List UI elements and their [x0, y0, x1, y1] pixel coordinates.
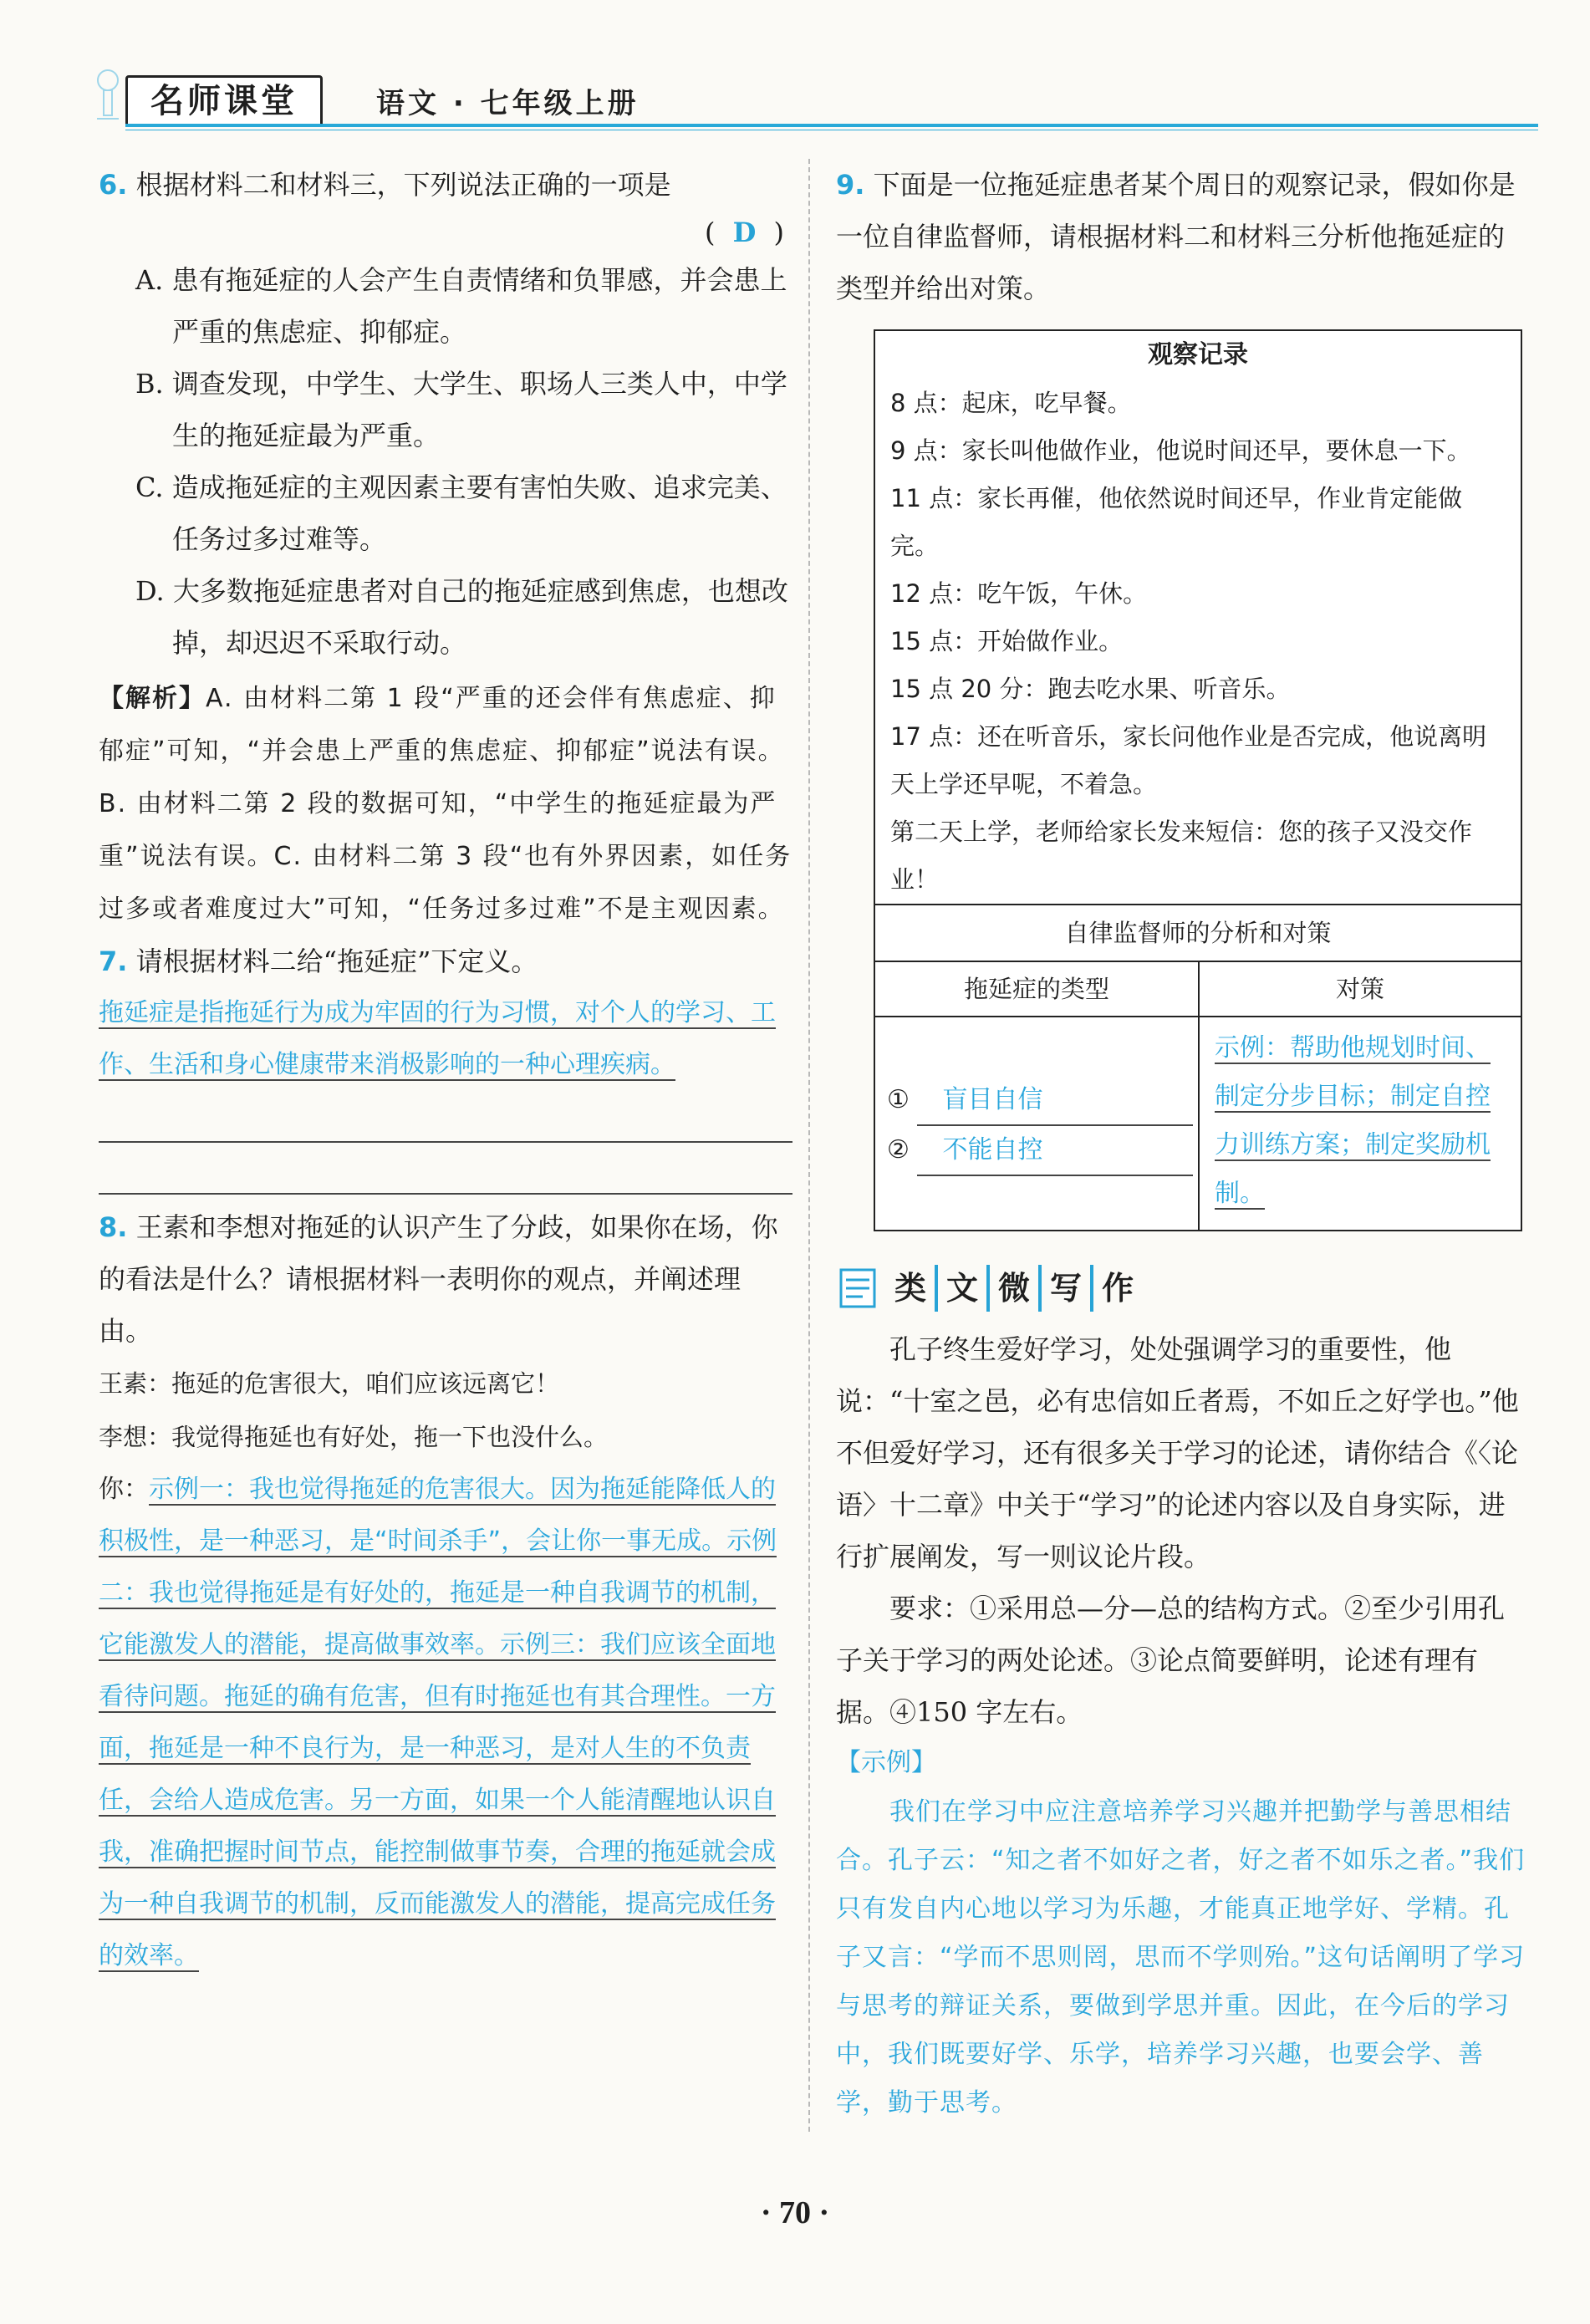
- answer-rule: [99, 1091, 792, 1143]
- record-row: 15 点 20 分：跑去吃水果、听音乐。: [890, 675, 1291, 703]
- option-b: B. 调查发现，中学生、大学生、职场人三类人中，中学生的拖延症最为严重。: [135, 368, 787, 451]
- heading-char: 写: [1038, 1265, 1090, 1312]
- statement-li: 李想：我觉得拖延也有好处，拖一下也没什么。: [99, 1423, 609, 1451]
- writing-requirements: 要求：①采用总—分—总的结构方式。②至少引用孔子关于学习的两处论述。③论点简要鲜明，论述有理有据。④150 字左右。: [836, 1593, 1506, 1728]
- example-text: 我们在学习中应注意培养学习兴趣并把勤学与善思相结合。孔子云：“知之者不如好之者，好之者不如乐之者。”我们只有发自内心地以学习为乐趣，才能真正地学好、学精。孔子又言：“学而不思则罔，思而不学则殆。”这句话阐明了学习与思考的辩证关系，要做到学思并重。因此，在今后的学习中，我们既要好学、乐学，培养学习兴趣，也要会学、善学，勤于思考。: [836, 1797, 1526, 2118]
- col-strategy-header: 对策: [1335, 975, 1384, 1003]
- record-row: 12 点：吃午饭，午休。: [890, 579, 1148, 608]
- type-answer: 盲目自信: [917, 1076, 1193, 1126]
- answer-text: 拖延症是指拖延行为成为牢固的行为习惯，对个人的学习、工作、生活和身心健康带来消极影响的一种心理疾病。: [99, 998, 776, 1079]
- question-text: 根据材料二和材料三，下列说法正确的一项是: [135, 169, 671, 201]
- record-row: 15 点：开始做作业。: [890, 627, 1124, 655]
- you-label: 你：: [99, 1475, 149, 1504]
- option-d: D. 大多数拖延症患者对自己的拖延症感到焦虑，也想改掉，却迟迟不采取行动。: [135, 575, 788, 659]
- record-row: 第二天上学，老师给家长发来短信：您的孩子又没交作业！: [890, 818, 1473, 894]
- writing-section-icon: [836, 1266, 879, 1310]
- col-type-header: 拖延症的类型: [875, 962, 1200, 1016]
- question-8: [99, 1201, 792, 1357]
- answer-text: 示例一：我也觉得拖延的危害很大。因为拖延能降低人的积极性，是一种恶习，是“时间杀手”，会让你一事无成。示例二：我也觉得拖延是有好处的，拖延是一种自我调节的机制，它能激发人的潜能，提高做事效率。示例三：我们应该全面地看待问题。拖延的确有危害，但有时拖延也有其合理性。一方面，拖延是一种不良行为，是一种恶习，是对人生的不负责任，会给人造成危害。另一方面，如果一个人能清醒地认识自我，准确把握时间节点，能控制做事节奏，合理的拖延就会成为一种自我调节的机制，反而能激发人的潜能，提高完成任务的效率。: [99, 1475, 777, 1970]
- record-row: 9 点：家长叫他做作业，他说时间还早，要休息一下。: [890, 436, 1471, 465]
- right-column: [836, 159, 1530, 2128]
- section-heading: [886, 1265, 1142, 1312]
- writing-prompt: 孔子终生爱好学习，处处强调学习的重要性，他说：“十室之邑，必有忠信如丘者焉，不如丘之好学也。”他不但爱好学习，还有很多关于学习的论述，请你结合《〈论语〉十二章》中关于“学习”的论述内容以及自身实际，进行扩展阐发，写一则议论片段。: [836, 1333, 1519, 1572]
- table-column-headers: [875, 961, 1521, 1016]
- observation-table: [874, 329, 1522, 1231]
- record-row: 11 点：家长再催，他依然说时间还早，作业肯定能做完。: [890, 484, 1463, 560]
- analysis-header: 自律监督师的分析和对策: [875, 904, 1521, 961]
- type-marker: ①: [887, 1085, 910, 1114]
- option-a: A. 患有拖延症的人会产生自责情绪和负罪感，并会患上严重的焦虑症、抑郁症。: [135, 264, 787, 348]
- heading-char: 文: [935, 1265, 986, 1312]
- answer-q8: [99, 1464, 792, 1982]
- book-subtitle: 语文 · 七年级上册: [376, 87, 640, 120]
- analysis-tag: 【解析】: [99, 684, 206, 713]
- question-text: 请根据材料二给“拖延症”下定义。: [135, 945, 538, 977]
- heading-char: 微: [986, 1265, 1038, 1312]
- answer-choice: D: [732, 217, 757, 248]
- type-answer: 不能自控: [917, 1126, 1193, 1176]
- answer-q7: [99, 987, 792, 1091]
- question-6: [99, 159, 792, 211]
- question-number: 8.: [99, 1211, 128, 1243]
- bracket-close: ): [773, 217, 784, 248]
- heading-char: 类: [894, 1270, 927, 1307]
- example-tag: 【示例】: [836, 1748, 936, 1777]
- question-9: [836, 159, 1530, 314]
- analysis-text: A. 由材料二第 1 段“严重的还会伴有焦虑症、抑郁症”可知，“并会患上严重的焦虑症、抑郁症”说法有误。B. 由材料二第 2 段的数据可知，“中学生的拖延症最为严重”说法有误。C. 由材料二第 3 段“也有外界因素，如任务过多或者难度过大”可知，“任务过多过难”不是主观因素。: [99, 684, 792, 924]
- type-marker: ②: [887, 1135, 910, 1165]
- analysis: [99, 672, 792, 935]
- record-row: 8 点：起床，吃早餐。: [890, 389, 1132, 417]
- question-7: [99, 935, 792, 987]
- question-text: 下面是一位拖延症患者某个周日的观察记录，假如你是一位自律监督师，请根据材料二和材料三分析他拖延症的类型并给出对策。: [836, 169, 1516, 304]
- series-logo: 名师课堂: [125, 75, 323, 127]
- question-number: 6.: [99, 169, 128, 201]
- question-number: 7.: [99, 945, 128, 977]
- page-number: · 70 ·: [760, 2195, 830, 2230]
- strategy-answer: 示例：帮助他规划时间、制定分步目标；制定自控力训练方案；制定奖励机制。: [1215, 1033, 1491, 1208]
- type-item: [875, 1126, 1198, 1176]
- type-cell: [875, 1017, 1200, 1230]
- heading-char: 作: [1090, 1265, 1142, 1312]
- type-item: [875, 1076, 1198, 1126]
- table-title: 观察记录: [1148, 340, 1248, 369]
- statement-wang: 王素：拖延的危害很大，咱们应该远离它！: [99, 1369, 560, 1398]
- record-row: 17 点：还在听音乐，家长问他作业是否完成，他说离明天上学还早呢，不着急。: [890, 722, 1487, 798]
- lamp-decoration-icon: [94, 67, 122, 125]
- answer-bracket: [99, 211, 792, 254]
- strategy-cell: [1200, 1017, 1521, 1230]
- question-text: 王素和李想对拖延的认识产生了分歧，如果你在场，你的看法是什么？请根据材料一表明你的观点，并阐述理由。: [99, 1211, 778, 1347]
- left-column: [99, 159, 792, 1982]
- header-rule: [125, 124, 1538, 127]
- table-answer-row: [875, 1016, 1521, 1230]
- section-title: [836, 1265, 1530, 1323]
- bracket-open: (: [705, 217, 716, 248]
- question-number: 9.: [836, 169, 865, 201]
- option-c: C. 造成拖延症的主观因素主要有害怕失败、追求完美、任务过多过难等。: [135, 471, 787, 555]
- answer-rule: [99, 1143, 792, 1195]
- column-divider: [808, 159, 810, 2132]
